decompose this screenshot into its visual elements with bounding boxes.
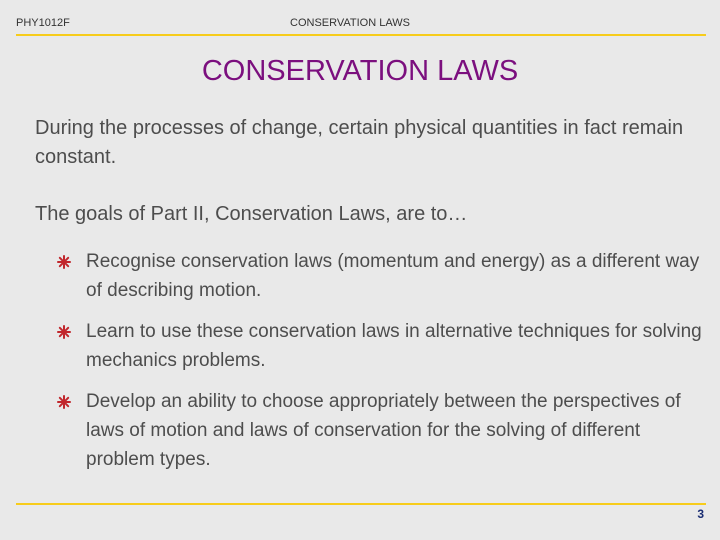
list-item: [57, 247, 707, 305]
goals-heading: The goals of Part II, Conservation Laws, are to…: [35, 203, 468, 225]
header-topic: CONSERVATION LAWS: [290, 17, 411, 29]
list-item-text: Recognise conservation laws (momentum and energy) as a different way of describing motion.: [86, 251, 700, 301]
list-item: [57, 387, 707, 474]
list-item: [57, 317, 707, 375]
list-item-text: Learn to use these conservation laws in alternative techniques for solving mechanics problems.: [86, 321, 702, 371]
starburst-bullet-icon: [57, 255, 71, 269]
slide-title: CONSERVATION LAWS: [201, 55, 519, 87]
header-course-code: PHY1012F: [16, 17, 70, 29]
goals-list: [57, 247, 707, 486]
header-divider: [16, 34, 706, 36]
page-number: 3: [697, 507, 704, 521]
footer-divider: [16, 503, 706, 505]
intro-text: During the processes of change, certain physical quantities in fact remain constant.: [35, 117, 684, 168]
list-item-text: Develop an ability to choose appropriately between the perspectives of laws of motion and laws of conservation for the solving of different problem types.: [86, 391, 681, 470]
starburst-bullet-icon: [57, 395, 71, 409]
starburst-bullet-icon: [57, 325, 71, 339]
